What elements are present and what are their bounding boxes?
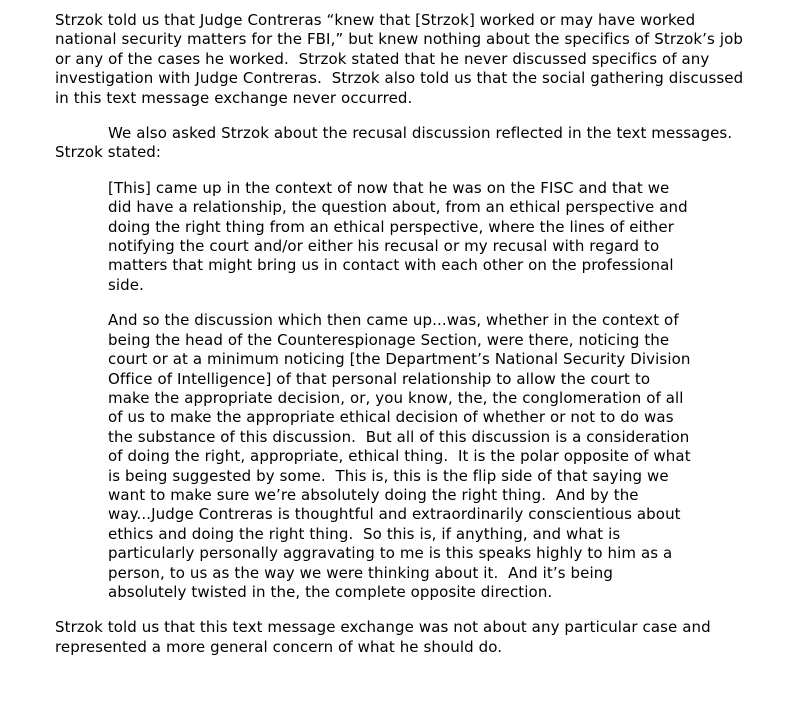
body-paragraph-recusal-intro: We also asked Strzok about the recusal discussion reflected in the text messages. Strzok stated: [55, 124, 742, 162]
blockquote-fisc-relationship: [This] came up in the context of now that he was on the FISC and that we did have a relationship, the question about, from an ethical perspective and doing the right thing from an ethical perspective, where the lines of either notifying the court and/or either his recusal or my recusal with regard to matters that might bring us in contact with each other on the professional side. [108, 178, 693, 294]
body-paragraph-strzok-contreras: Strzok told us that Judge Contreras “knew that [Strzok] worked or may have worked national security matters for the FBI,” but knew nothing about the specifics of Strzok’s job or any of the cases he worked. Strzok stated that he never discussed specifics of any investigation with Judge Contreras. Strzok also told us that the social gathering discussed in this text message exchange never occurred. [55, 11, 749, 107]
body-paragraph-conclusion: Strzok told us that this text message exchange was not about any particular case and represented a more general concern of what he should do. [55, 618, 716, 656]
blockquote-discussion-ethics: And so the discussion which then came up...was, whether in the context of being the head of the Counterespionage Section, were there, noticing the court or at a minimum noticing [the Department’s National Security Division Office of Intelligence] of that personal relationship to allow the court to make the appropriate decision, or, you know, the, the conglomeration of all of us to make the appropriate ethical decision of whether or not to do was the substance of this discussion. But all of this discussion is a consideration of doing the right, appropriate, ethical thing. It is the polar opposite of what is being suggested by some. This is, this is the flip side of that saying we want to make sure we’re absolutely doing the right thing. And by the way...Judge Contreras is thoughtful and extraordinarily conscientious about ethics and doing the right thing. So this is, if anything, and what is particularly personally aggravating to me is this speaks highly to him as a person, to us as the way we were thinking about it. And it’s being absolutely twisted in the, the complete opposite direction. [108, 311, 696, 601]
